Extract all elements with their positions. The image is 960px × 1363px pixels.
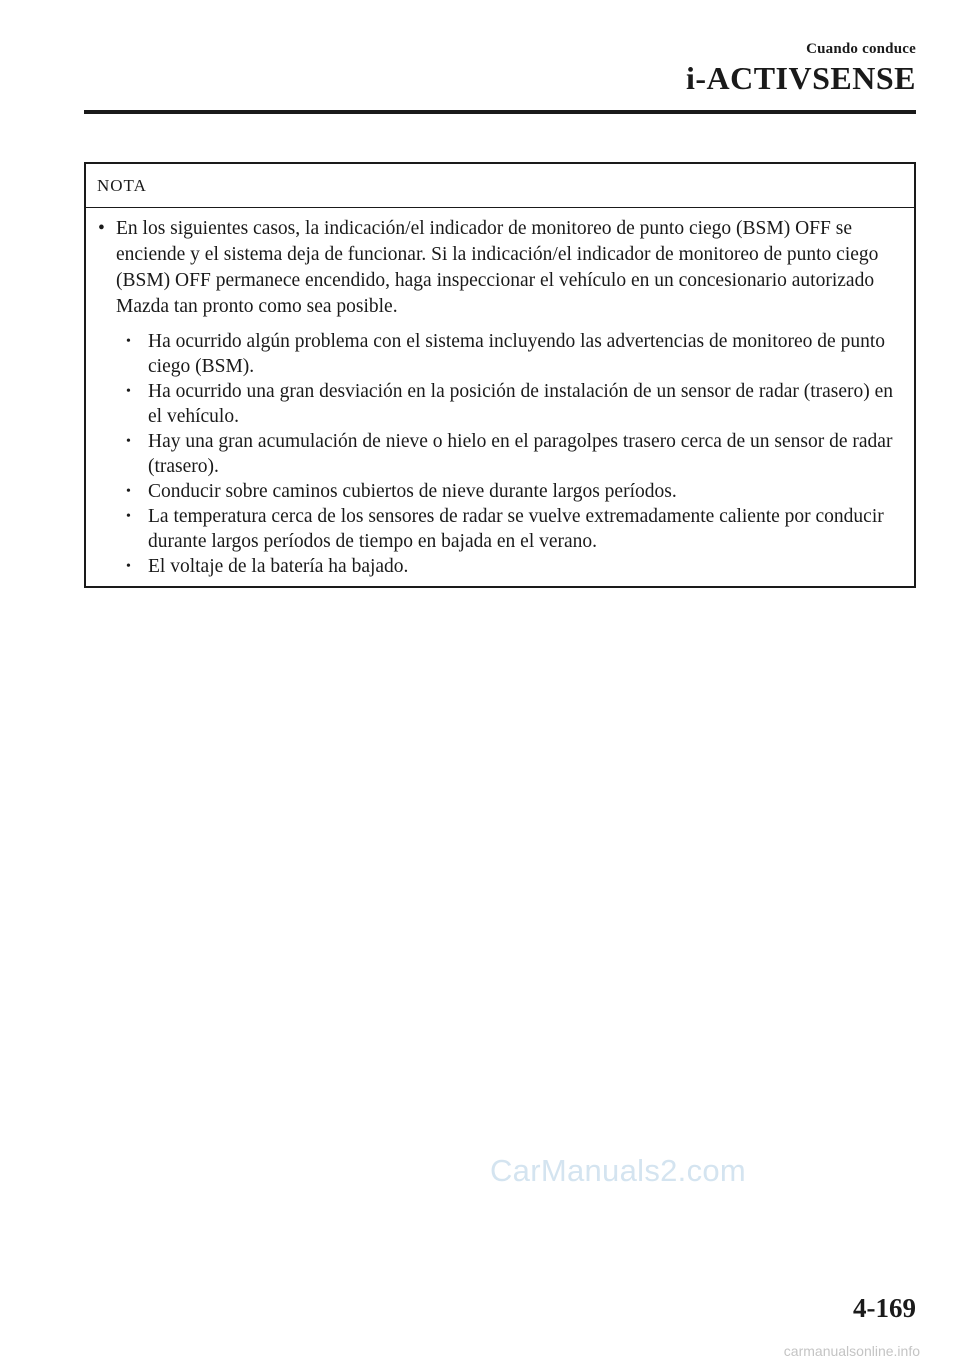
sub-bullet-icon: • (126, 334, 131, 349)
list-item (96, 554, 908, 579)
footer-source-link[interactable]: carmanualsonline.info (783, 1343, 920, 1359)
list-item (96, 379, 908, 429)
list-item (96, 504, 908, 554)
sub-bullet-icon: • (126, 559, 131, 574)
note-body (86, 208, 914, 579)
note-condition-list (96, 329, 908, 579)
list-item (96, 479, 908, 504)
page-number: 4-169 (853, 1293, 916, 1323)
note-heading: NOTA (86, 164, 914, 208)
note-lead-item (96, 216, 908, 320)
page-header (686, 40, 916, 96)
section-label: Cuando conduce (806, 41, 916, 57)
header-divider (84, 110, 916, 114)
note-lead-text: En los siguientes casos, la indicación/el indicador de monitoreo de punto ciego (BSM) OFF se enciende y el sistema deja de funcionar. Si la indicación/el indicador de monitoreo de punto ciego (BSM) OFF permanece encendido, haga inspeccionar el vehículo en un concesionario autorizado Mazda tan pronto como sea posible. (116, 218, 879, 317)
list-item-text: Ha ocurrido una gran desviación en la posición de instalación de un sensor de radar (trasero) en el vehículo. (148, 381, 894, 427)
list-item-text: Hay una gran acumulación de nieve o hielo en el paragolpes trasero cerca de un sensor de radar (trasero). (148, 431, 893, 477)
sub-bullet-icon: • (126, 509, 131, 524)
list-item (96, 429, 908, 479)
sub-bullet-icon: • (126, 384, 131, 399)
note-box (84, 162, 916, 588)
sub-bullet-icon: • (126, 484, 131, 499)
sub-bullet-icon: • (126, 434, 131, 449)
chapter-title: i-ACTIVSENSE (685, 60, 916, 96)
list-item-text: Ha ocurrido algún problema con el sistema incluyendo las advertencias de monitoreo de punto ciego (BSM). (148, 331, 885, 377)
list-item-text: El voltaje de la batería ha bajado. (148, 556, 409, 577)
list-item (96, 329, 908, 379)
list-item-text: La temperatura cerca de los sensores de radar se vuelve extremadamente caliente por conducir durante largos períodos de tiempo en bajada en el verano. (148, 506, 884, 552)
bullet-icon: • (98, 218, 105, 239)
watermark: CarManuals2.com (490, 1153, 747, 1188)
list-item-text: Conducir sobre caminos cubiertos de nieve durante largos períodos. (148, 481, 677, 502)
